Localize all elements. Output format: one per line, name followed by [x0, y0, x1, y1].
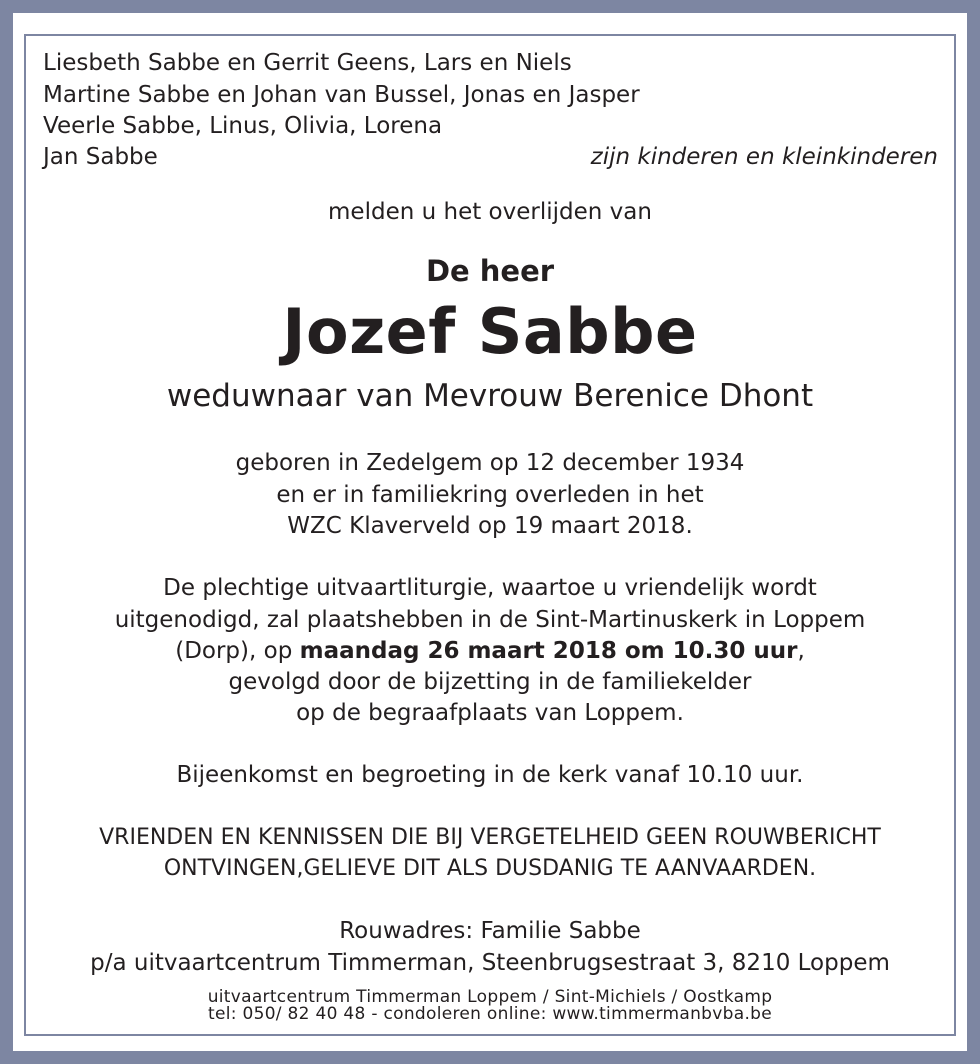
birth-line: geboren in Zedelgem op 12 december 1934 — [235, 450, 745, 476]
family-line-4: Jan Sabbe — [43, 144, 158, 170]
honorific: De heer — [425, 254, 555, 288]
funeral-line-3 — [0, 636, 980, 666]
family-line-3: Veerle Sabbe, Linus, Olivia, Lorena — [43, 113, 443, 139]
spouse-line: weduwnaar van Mevrouw Berenice Dhont — [166, 378, 814, 414]
gathering-text: Bijeenkomst en begroeting in de kerk vanaf 10.10 uur. — [176, 762, 804, 788]
address-line-2: p/a uitvaartcentrum Timmerman, Steenbrugsestraat 3, 8210 Loppem — [90, 950, 890, 976]
intro-text: melden u het overlijden van — [328, 199, 652, 225]
address-line-1: Rouwadres: Familie Sabbe — [339, 918, 641, 944]
funeral-date-time: maandag 26 maart 2018 om 10.30 uur — [299, 638, 798, 664]
funeral-line-3-prefix: (Dorp), op — [175, 638, 300, 664]
death-line-2: WZC Klaverveld op 19 maart 2018. — [287, 513, 693, 539]
death-line-1: en er in familiekring overleden in het — [276, 482, 704, 508]
funeral-line-1: De plechtige uitvaartliturgie, waartoe u vriendelijk wordt — [163, 575, 817, 601]
family-line-1: Liesbeth Sabbe en Gerrit Geens, Lars en Niels — [43, 50, 572, 76]
deceased-name: Jozef Sabbe — [282, 295, 698, 368]
funeral-line-5: op de begraafplaats van Loppem. — [296, 700, 684, 726]
funeral-line-3-suffix: , — [797, 638, 805, 664]
notice-line-2: ONTVINGEN,GELIEVE DIT ALS DUSDANIG TE AANVAARDEN. — [163, 856, 817, 881]
family-relation: zijn kinderen en kleinkinderen — [590, 144, 938, 170]
footer-line-1: uitvaartcentrum Timmerman Loppem / Sint-Michiels / Oostkamp — [207, 987, 773, 1007]
footer-line-2: tel: 050/ 82 40 48 - condoleren online: www.timmermanbvba.be — [207, 1004, 773, 1024]
notice-line-1: VRIENDEN EN KENNISSEN DIE BIJ VERGETELHEID GEEN ROUWBERICHT — [99, 825, 881, 850]
funeral-line-2: uitgenodigd, zal plaatshebben in de Sint-Martinuskerk in Loppem — [114, 607, 866, 633]
funeral-line-4: gevolgd door de bijzetting in de familiekelder — [228, 669, 752, 695]
family-line-2: Martine Sabbe en Johan van Bussel, Jonas en Jasper — [43, 82, 640, 108]
